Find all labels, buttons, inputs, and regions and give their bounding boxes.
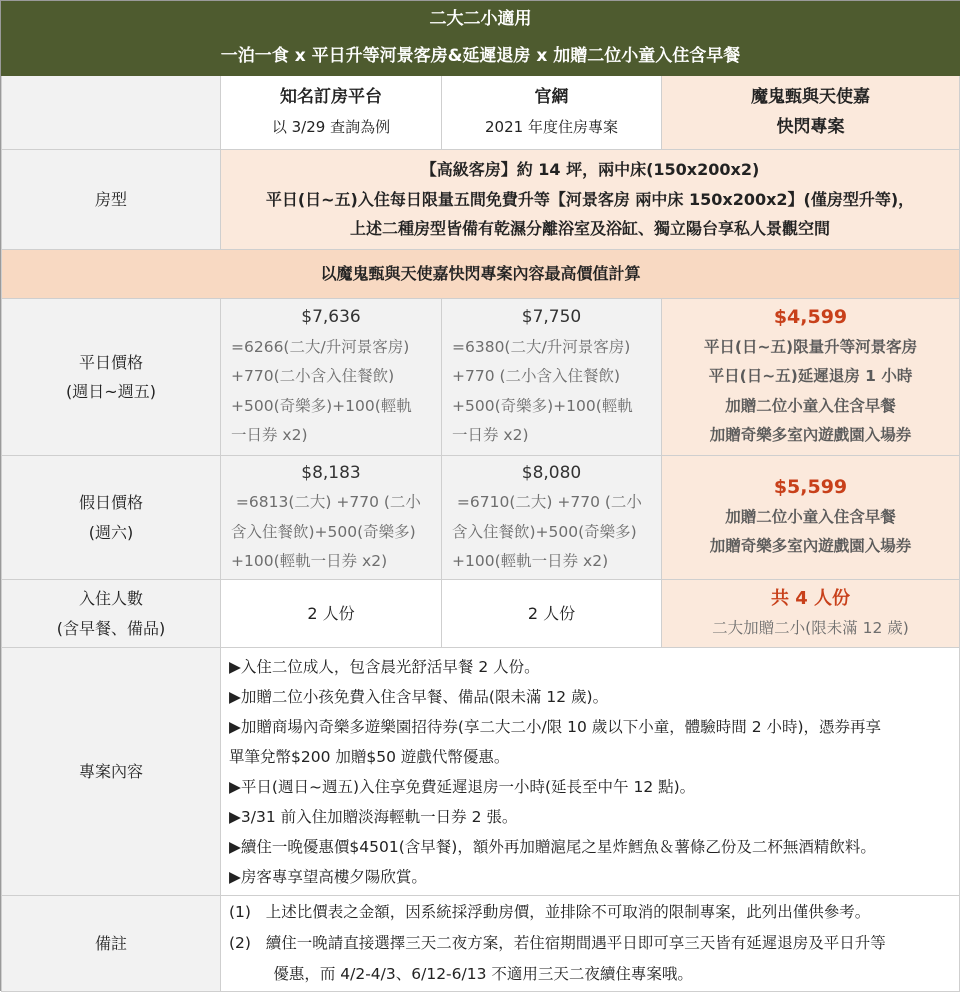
weekend-flash-price — [662, 456, 960, 580]
price-comparison-table — [1, 1, 960, 992]
room-type-row — [2, 150, 960, 250]
notes-row — [2, 896, 960, 992]
column-header-flash-deal — [662, 76, 960, 150]
list-item: ▶3/31 前入住加贈淡海輕軌一日券 2 張。 — [229, 807, 518, 826]
deal-perk-line: 加贈二位小童入住含早餐 — [725, 507, 896, 526]
guests-official: 2 人份 — [442, 580, 662, 648]
weekend-platform-price — [221, 456, 442, 580]
notes-list — [221, 896, 960, 992]
price-value: $7,636 — [301, 307, 361, 328]
row-label: 假日價格 — [78, 493, 143, 512]
column-header-official-site — [442, 76, 662, 150]
deal-perk-line: 平日(日~五)限量升等河景客房 — [703, 337, 918, 356]
value-band: 以魔鬼甄與天使嘉快閃專案內容最高價值計算 — [2, 250, 960, 299]
price-value: $8,080 — [521, 462, 582, 483]
price-breakdown-line: 含入住餐飲)+500(奇樂多) — [231, 522, 416, 541]
column-header-booking-platform — [221, 76, 442, 150]
table-subtitle: 一泊一食 x 平日升等河景客房&延遲退房 x 加贈二位小童入住含早餐 — [2, 38, 960, 76]
deal-perk-line: 加贈奇樂多室內遊戲園入場券 — [709, 426, 912, 445]
note-item: 優惠，而 4/2-4/3、6/12-6/13 不適用三天二夜續住專案哦。 — [229, 965, 693, 983]
guests-platform: 2 人份 — [221, 580, 442, 648]
row-label-room-type: 房型 — [2, 150, 221, 250]
row-label-sub: (含早餐、備品) — [56, 618, 166, 638]
room-line: 上述二種房型皆備有乾濕分離浴室及浴缸、獨立陽台享私人景觀空間 — [349, 219, 830, 239]
list-item: ▶入住二位成人，包含晨光舒活早餐 2 人份。 — [229, 657, 540, 676]
guests-flash — [662, 580, 960, 648]
guests-note: 二大加贈二小(限未滿 12 歲) — [712, 618, 909, 637]
list-item: ▶平日(週日~週五)入住享免費延遲退房一小時(延長至中午 12 點)。 — [229, 777, 696, 796]
price-value-highlight: $4,599 — [773, 306, 848, 329]
weekend-price-row — [2, 456, 960, 580]
weekday-platform-price — [221, 299, 442, 456]
column-name: 知名訂房平台 — [280, 87, 382, 107]
row-label-sub: (週日~週五) — [66, 382, 156, 401]
note-item: (2) 續住一晚請直接選擇三天二夜方案，若住宿期間遇平日即可享三天皆有延遲退房及平日升等 — [229, 934, 886, 952]
value-band-row — [2, 250, 960, 299]
deal-perk-line: 加贈奇樂多室內遊戲園入場券 — [709, 537, 912, 556]
room-line: 【高級客房】約 14 坪，兩中床(150x200x2) — [420, 160, 760, 180]
column-name: 魔鬼甄與天使嘉 — [751, 87, 870, 107]
price-breakdown-line: =6710(二大) +770 (二小 — [452, 493, 642, 511]
row-label-guests — [2, 580, 221, 648]
price-breakdown-line: =6380(二大/升河景客房) — [452, 337, 631, 356]
price-breakdown-line: =6266(二大/升河景客房) — [231, 337, 410, 356]
price-breakdown-line: 一日券 x2) — [452, 426, 529, 445]
table-title: 二大二小適用 — [2, 2, 960, 38]
note-item: (1) 上述比價表之金額，因系統採浮動房價，並排除不可取消的限制專案，此列出僅供參考。 — [229, 903, 871, 921]
list-item: ▶加贈商場內奇樂多遊樂園招待券(享二大二小/限 10 歲以下小童，體驗時間 2 小時)，憑券再享 — [229, 717, 882, 736]
price-breakdown-line: +770(二小含入住餐飲) — [231, 367, 395, 386]
weekday-price-row — [2, 299, 960, 456]
price-value: $8,183 — [301, 462, 361, 483]
weekday-flash-price — [662, 299, 960, 456]
price-breakdown-line: +100(輕軌一日券 x2) — [231, 552, 388, 570]
row-label: 平日價格 — [78, 352, 143, 372]
row-label-notes: 備註 — [2, 896, 221, 992]
list-item: 單筆兌幣$200 加贈$50 遊戲代幣優惠。 — [229, 747, 510, 766]
row-label: 入住人數 — [78, 589, 143, 608]
price-breakdown-line: 一日券 x2) — [231, 426, 308, 445]
header-row-title — [2, 2, 960, 38]
price-breakdown-line: +770 (二小含入住餐飲) — [452, 367, 621, 386]
row-label-weekday — [2, 299, 221, 456]
column-note: 快閃專案 — [776, 116, 845, 137]
room-line: 平日(日~五)入住每日限量五間免費升等【河景客房 兩中床 150x200x2】(僅房型升等)， — [265, 189, 915, 209]
list-item: ▶加贈二位小孩免費入住含早餐、備品(限未滿 12 歲)。 — [229, 687, 609, 706]
deal-perk-line: 平日(日~五)延遲退房 1 小時 — [708, 367, 913, 386]
list-item: ▶房客專享望高樓夕陽欣賞。 — [229, 867, 427, 886]
column-header-row — [2, 76, 960, 150]
corner-cell — [2, 76, 221, 150]
column-note: 2021 年度住房專案 — [485, 117, 618, 136]
price-breakdown-line: =6813(二大) +770 (二小 — [231, 493, 421, 511]
price-value: $7,750 — [521, 307, 582, 328]
price-breakdown-line: 含入住餐飲)+500(奇樂多) — [452, 522, 637, 541]
guests-row — [2, 580, 960, 648]
row-label-weekend — [2, 456, 221, 580]
plan-content-row — [2, 648, 960, 896]
weekend-official-price — [442, 456, 662, 580]
price-breakdown-line: +500(奇樂多)+100(輕軌 — [452, 396, 633, 415]
guests-highlight: 共 4 人份 — [770, 588, 851, 609]
header-row-subtitle — [2, 38, 960, 76]
price-breakdown-line: +500(奇樂多)+100(輕軌 — [231, 396, 412, 415]
row-label-plan-content: 專案內容 — [2, 648, 221, 896]
plan-content-list — [221, 648, 960, 896]
column-note: 以 3/29 查詢為例 — [271, 117, 391, 136]
list-item: ▶續住一晚優惠價$4501(含早餐)，額外再加贈滬尾之星炸鱈魚＆薯條乙份及二杯無酒精飲料。 — [229, 837, 876, 856]
deal-perk-line: 加贈二位小童入住含早餐 — [725, 396, 896, 415]
price-value-highlight: $5,599 — [773, 476, 848, 499]
price-breakdown-line: +100(輕軌一日券 x2) — [452, 552, 609, 570]
column-name: 官網 — [534, 87, 569, 107]
weekday-official-price — [442, 299, 662, 456]
room-type-description — [221, 150, 960, 250]
row-label-sub: (週六) — [88, 522, 134, 542]
